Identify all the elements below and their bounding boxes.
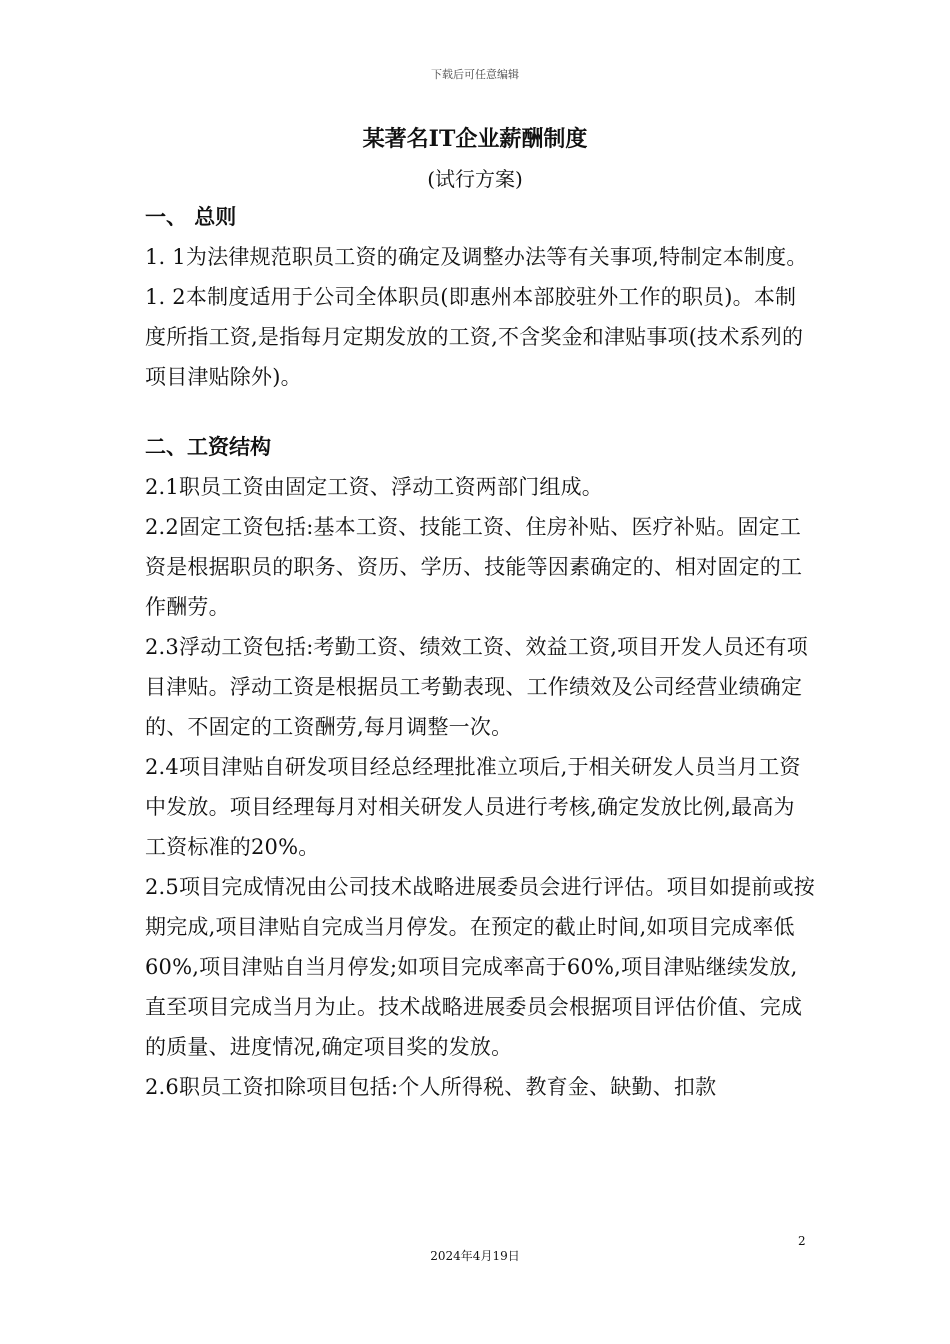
footer-date: 2024年4月19日: [430, 1249, 520, 1263]
paragraph-2-3: 2.3浮动工资包括:考勤工资、绩效工资、效益工资,项目开发人员还有项目津贴。浮动工资是根据员工考勤表现、工作绩效及公司经营业绩确定的、不固定的工资酬劳,每月调整一次。: [145, 635, 808, 739]
paragraph-2-6: 2.6职员工资扣除项目包括:个人所得税、教育金、缺勤、扣款: [145, 1075, 717, 1099]
paragraph-1-2: 1. 2本制度适用于公司全体职员(即惠州本部胶驻外工作的职员)。本制度所指工资,是指每月定期发放的工资,不含奖金和津贴事项(技术系列的项目津贴除外)。: [145, 285, 804, 389]
paragraph-2-4: 2.4项目津贴自研发项目经总经理批准立项后,于相关研发人员当月工资中发放。项目经理每月对相关研发人员进行考核,确定发放比例,最高为工资标准的20%。: [145, 755, 801, 859]
paragraph-2-5: 2.5项目完成情况由公司技术战略进展委员会进行评估。项目如提前或按期完成,项目津贴自完成当月停发。在预定的截止时间,如项目完成率低60%,项目津贴自当月停发;如项目完成率高于60%,项目津贴继续发放,直至项目完成当月为止。技术战略进展委员会根据项目评估价值、完成的质量、进度情况,确定项目奖的发放。: [145, 875, 815, 1059]
page-number: 2: [798, 1234, 806, 1248]
paragraph-2-2: 2.2固定工资包括:基本工资、技能工资、住房补贴、医疗补贴。固定工资是根据职员的职务、资历、学历、技能等因素确定的、相对固定的工作酬劳。: [145, 515, 803, 619]
document-title: 某著名IT企业薪酬制度: [362, 126, 588, 152]
document-body: [145, 197, 815, 1107]
section-spacer: [145, 397, 815, 427]
section-heading-general: 一、 总则: [145, 204, 237, 229]
paragraph-1-1: 1. 1为法律规范职员工资的确定及调整办法等有关事项,特制定本制度。: [145, 245, 808, 269]
document-subtitle: (试行方案): [427, 167, 523, 191]
section-heading-wage-structure: 二、工资结构: [145, 434, 271, 459]
paragraph-2-1: 2.1职员工资由固定工资、浮动工资两部门组成。: [145, 475, 603, 499]
header-note: 下载后可任意编辑: [431, 68, 519, 81]
